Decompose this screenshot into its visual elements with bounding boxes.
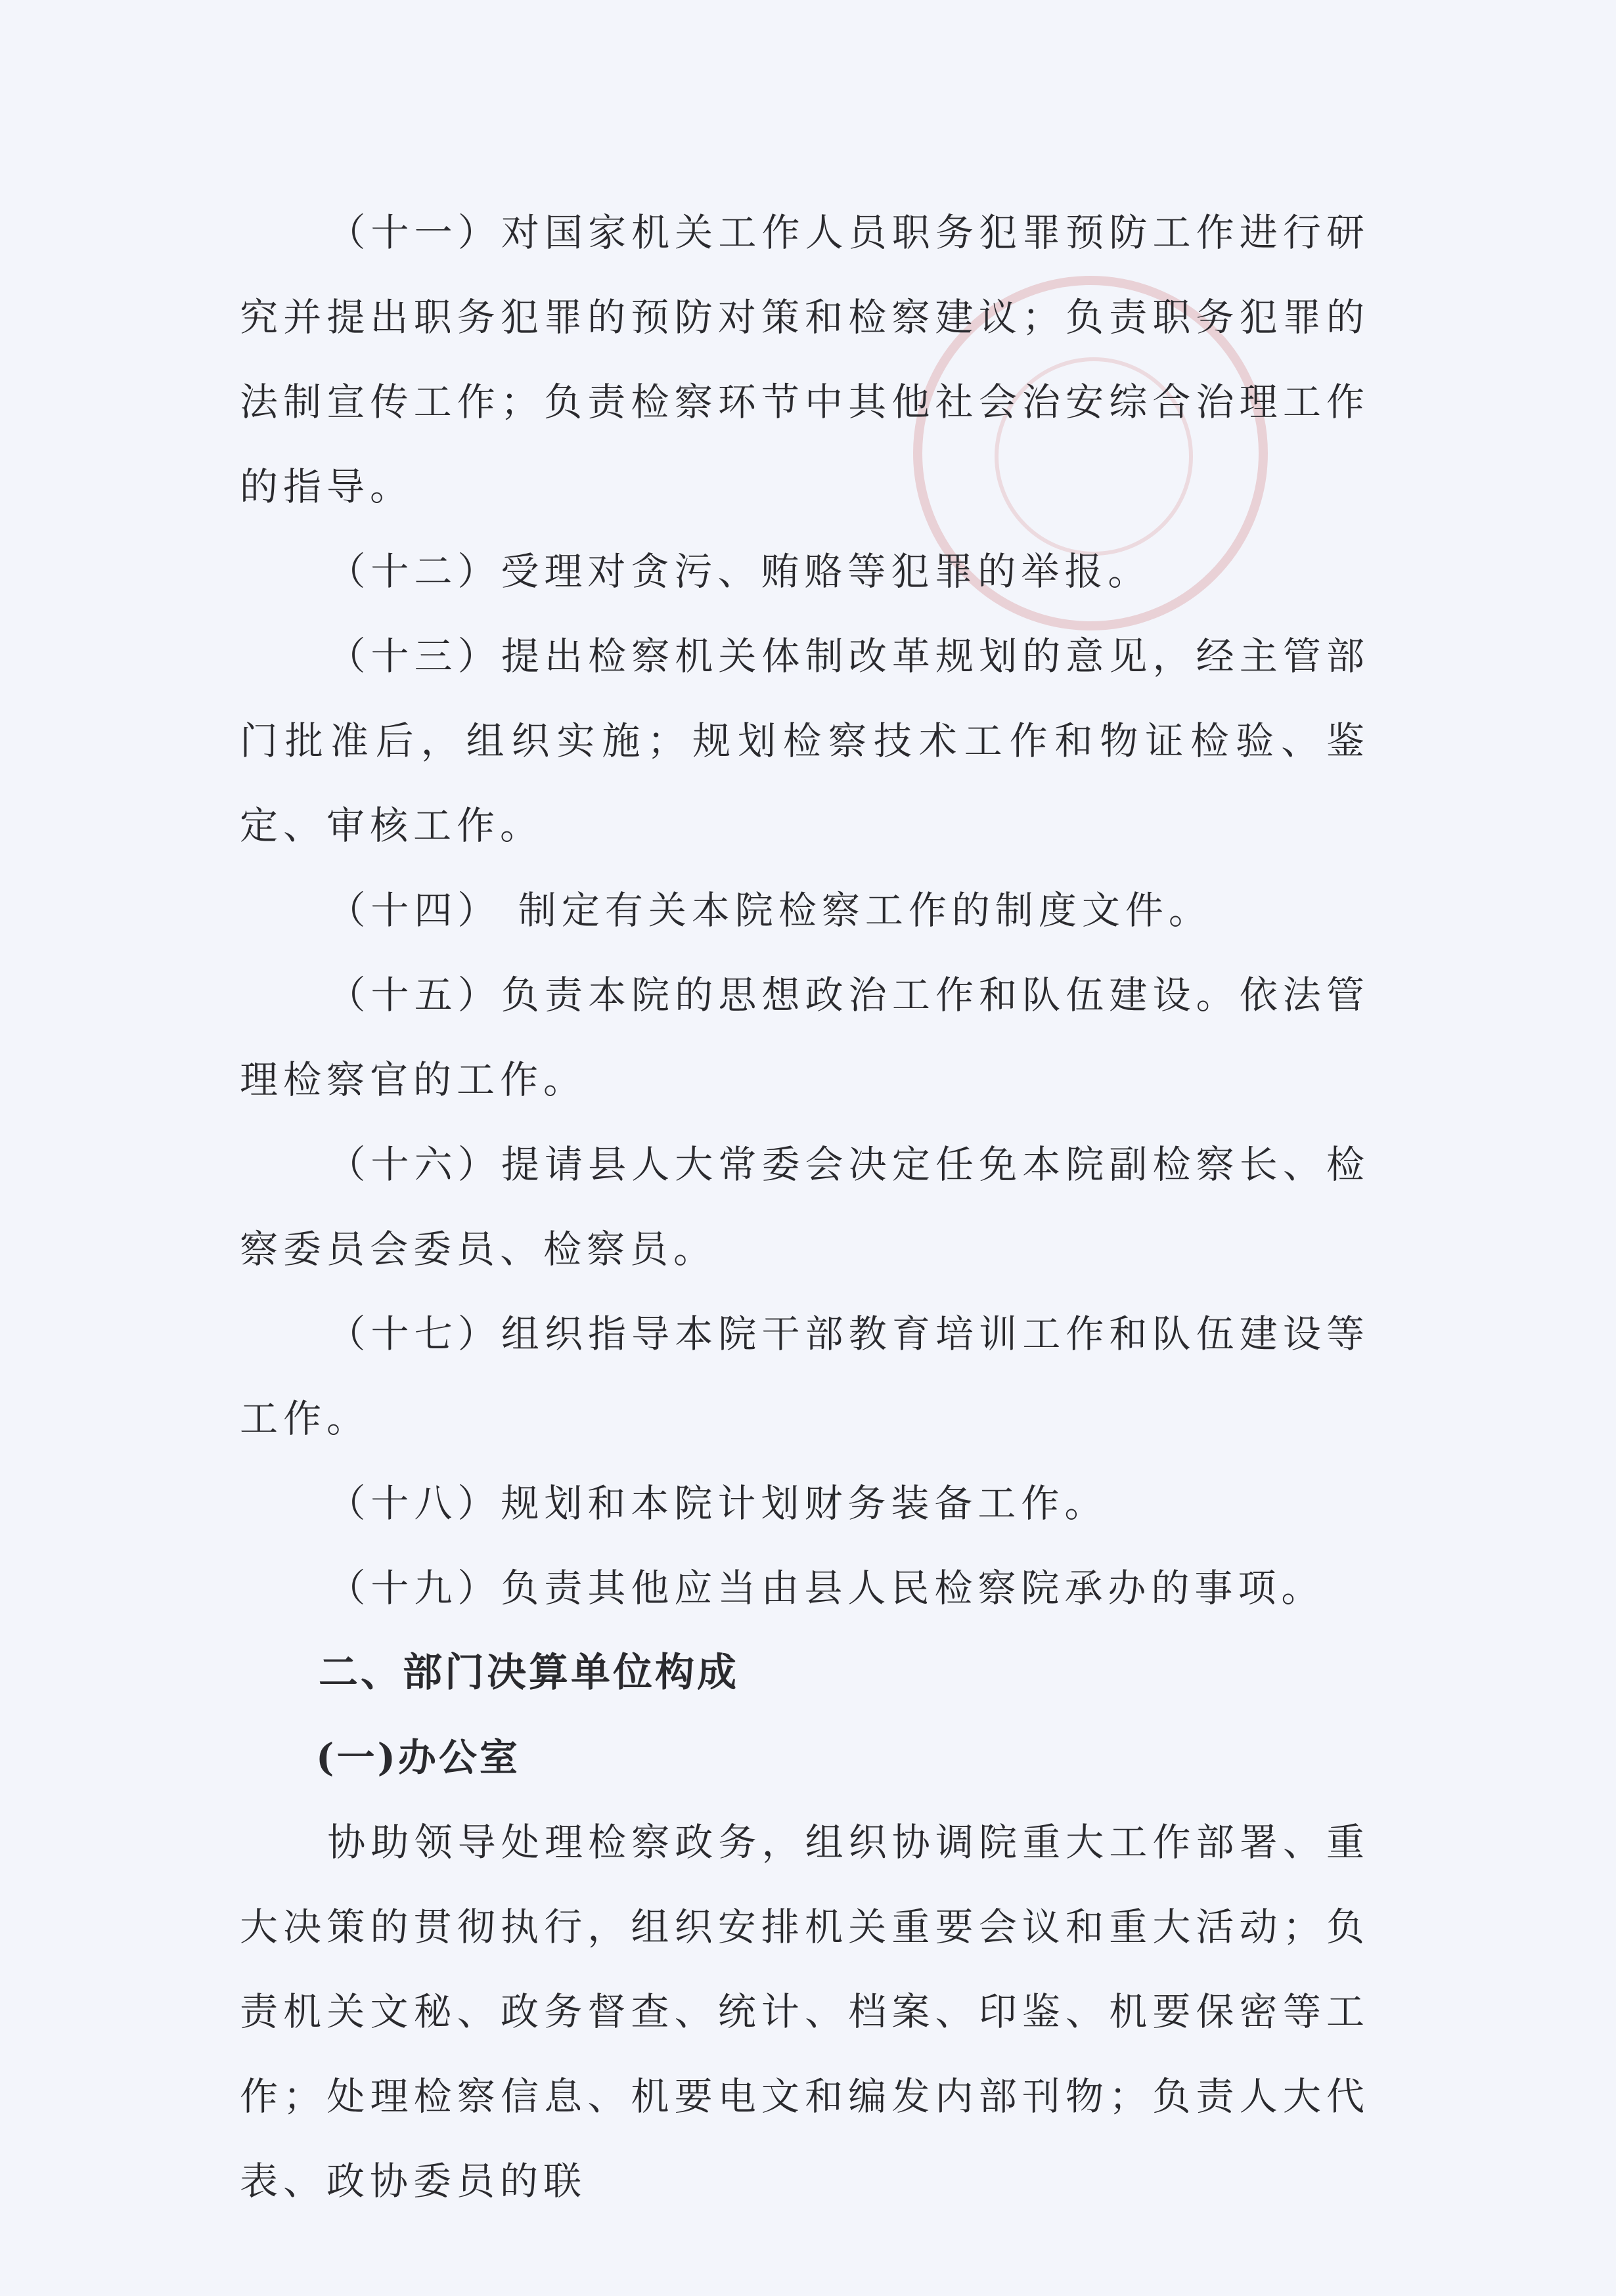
paragraph-item-19: （十九）负责其他应当由县人民检察院承办的事项。: [327, 1566, 1325, 1610]
paragraph-item-11: （十一）对国家机关工作人员职务犯罪预防工作进行研究并提出职务犯罪的预防对策和检察建议；负责职务犯罪的法制宣传工作；负责检察环节中其他社会治安综合治理工作的指导。: [240, 210, 1370, 509]
paragraph-item-14: （十四） 制定有关本院检察工作的制度文件。: [327, 888, 1212, 933]
paragraph-item-18: （十八）规划和本院计划财务装备工作。: [327, 1481, 1108, 1526]
subsection-paragraph: 协助领导处理检察政务，组织协调院重大工作部署、重大决策的贯彻执行，组织安排机关重要会议和重大活动；负责机关文秘、政务督查、统计、档案、印鉴、机要保密等工作；处理检察信息、机要电文和编发内部刊物；负责人大代表、政协委员的联: [240, 1820, 1370, 2203]
subsection-heading: (一)办公室: [316, 1735, 520, 1780]
paragraph-item-16: （十六）提请县人大常委会决定任免本院副检察长、检察委员会委员、检察员。: [240, 1142, 1370, 1271]
paragraph-item-12: （十二）受理对贪污、贿赂等犯罪的举报。: [327, 549, 1152, 594]
paragraph-item-15: （十五）负责本院的思想政治工作和队伍建设。依法管理检察官的工作。: [240, 973, 1370, 1102]
section-heading: 二、部门决算单位构成: [319, 1650, 739, 1696]
paragraph-item-13: （十三）提出检察机关体制改革规划的意见，经主管部门批准后，组织实施；规划检察技术工作和物证检验、鉴定、审核工作。: [240, 634, 1370, 848]
paragraph-item-17: （十七）组织指导本院干部教育培训工作和队伍建设等工作。: [240, 1312, 1370, 1441]
document-body: [240, 190, 1370, 2224]
